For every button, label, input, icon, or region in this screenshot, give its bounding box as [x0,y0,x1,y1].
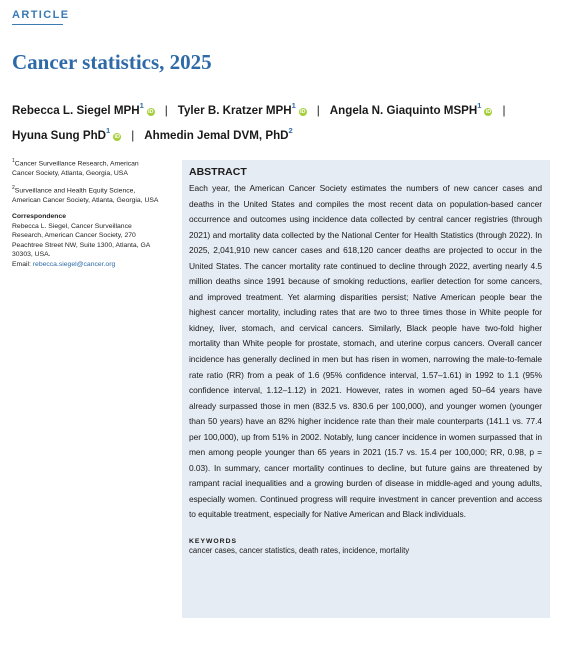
orcid-icon[interactable]: iD [148,108,154,115]
author-separator: | [502,103,506,117]
author-separator: | [316,103,320,117]
article-title: Cancer statistics, 2025 [12,50,212,74]
article-type-label: ARTICLE [12,9,70,21]
author[interactable]: Rebecca L. Siegel MPH$^1$iD [12,101,154,117]
author[interactable]: Ahmedin Jemal DVM, PhD$^2$ [144,125,293,142]
orcid-icon[interactable]: iD [114,133,120,140]
correspondence-heading: Correspondence [12,212,67,220]
orcid-icon[interactable]: iD [485,108,492,115]
author-list [12,96,552,146]
author[interactable]: Hyuna Sung PhD$^1$iD [12,125,120,142]
affiliation: $^1$Cancer Surveillance Research, American Cancer Society, Atlanta, Georgia, USA [12,158,139,177]
author[interactable]: Angela N. Giaquinto MSPH$^1$iD [329,101,492,117]
author-separator: | [164,103,168,117]
author-separator: | [131,128,135,142]
keywords-heading: KEYWORDS [189,538,238,546]
orcid-icon[interactable]: iD [300,108,306,115]
keywords-text: cancer cases, cancer statistics, death rates, incidence, mortality [189,546,410,556]
correspondence-address: Rebecca L. Siegel, Cancer Surveillance Research, American Cancer Society, 270 Peachtree Street NW, Suite 1300, Atlanta, GA 30303, USA. Email: rebecca.siegel@cancer.org [12,222,150,268]
article-type-rule [12,24,63,25]
email-link[interactable]: rebecca.siegel@cancer.org [32,260,116,268]
abstract-text: Each year, the American Cancer Society estimates the numbers of new cancer cases and deaths in the United States and compiles the most recent data on population-based cancer occurrence and outcomes using incidence data collected by central cancer registries (through 2021) and mortality data collected by the National Center for Health Statistics (through 2022). In 2025, 2,041,910 new cancer cases and 618,120 cancer deaths are projected to occur in the United States. The cancer mortality rate continued to decline through 2022, averting nearly 4.5 million deaths since 1991 because of smoking reductions, earlier detection for some cancers, and improved treatment. Yet alarming disparities persist; Native American people bear the highest cancer mortality, including rates that are two to three times those in White people for kidney, liver, stomach, and cervical cancers. Similarly, Black people have two-fold higher mortality than White people for prostate, stomach, and uterine corpus cancers. Overall cancer incidence has generally declined in men but has risen in women, narrowing the male-to-female rate ratio (RR) from a peak of 1.6 (95% confidence interval, 1.57–1.61) in 1992 to 1.1 (95% confidence interval, 1.12–1.12) in 2021. However, rates in women aged 50–64 years have already surpassed those in men (832.5 vs. 830.6 per 100,000), and younger women (younger than 50 years) have an 82% higher incidence rate than their male counterparts (141.1 vs. 77.4 per 100,000), up from 51% in 2002. Notably, lung cancer incidence in women surpassed that in men among people younger than 65 years in 2021 (15.7 vs. 15.4 per 100,000; RR, 0.98, p = 0.03). In summary, cancer mortality continues to decline, but future gains are threatened by rampant racial inequalities and a growing burden of disease in middle-aged and young adults, especially women. Continued progress will require investment in cancer prevention and access to equitable treatment, especially for Native American and Black individuals. [189,183,542,520]
author[interactable]: Tyler B. Kratzer MPH$^1$iD [177,101,306,117]
affiliation: $^2$Surveillance and Health Equity Science, American Cancer Society, Atlanta, Georgia, USA [12,185,159,205]
side-column [12,157,162,275]
abstract-heading: ABSTRACT [189,166,247,178]
abstract-box [182,160,550,618]
